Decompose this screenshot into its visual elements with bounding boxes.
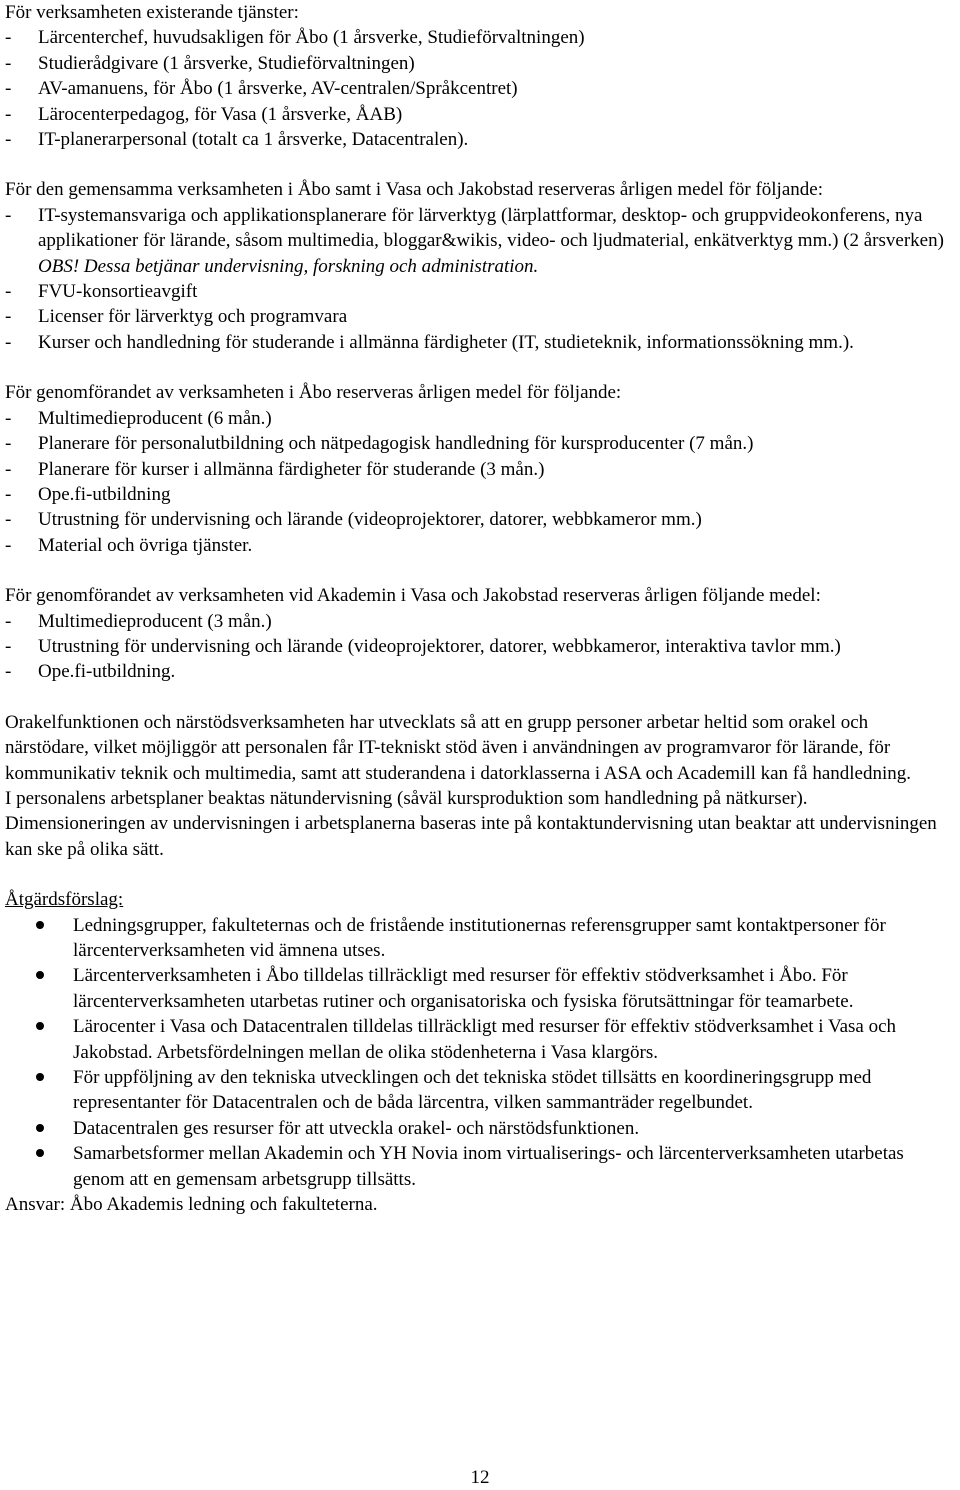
bullet-text: Datacentralen ges resurser för att utveckla orakel- och närstödsfunktionen. <box>73 1117 640 1139</box>
list-item-text: IT-systemansvariga och applikationsplanerare för lärverktyg (lärplattformar, desktop- och gruppvideokonferens, nya applikationer för lärande, såsom multimedia, bloggar&wikis, video- och ljudmaterial, enkätverktyg mm.) (2 årsverken) <box>38 204 944 252</box>
oracle-paragraph: I personalens arbetsplaner beaktas nätundervisning (såväl kursproduktion som handledning på nätkurser). <box>5 787 808 809</box>
list-item: - IT-planerarpersonal (totalt ca 1 årsverke, Datacentralen). <box>5 127 955 152</box>
list-item: - Studierådgivare (1 årsverke, Studieförvaltningen) <box>5 51 955 76</box>
list-item: - Ope.fi-utbildning <box>5 482 955 507</box>
bullet-icon <box>36 1149 44 1157</box>
common-heading: För den gemensamma verksamheten i Åbo samt i Vasa och Jakobstad reserveras årligen medel för följande: <box>5 179 823 201</box>
bullet-icon <box>36 921 44 929</box>
list-item: - Lärcenterchef, huvudsakligen för Åbo (1 årsverke, Studieförvaltningen) <box>5 25 955 50</box>
bullet-text: Samarbetsformer mellan Akademin och YH Novia inom virtualiserings- och lärcenterverksamheten utarbetas genom att en gemensam arbetsgrupp tillsätts. <box>73 1143 904 1190</box>
bullet-item <box>5 963 955 1014</box>
list-item: - Planerare för kurser i allmänna färdigheter för studerande (3 mån.) <box>5 457 955 482</box>
abo-heading: För genomförandet av verksamheten i Åbo reserveras årligen medel för följande: <box>5 382 622 404</box>
bullet-icon <box>36 971 44 979</box>
list-item: - Kurser och handledning för studerande i allmänna färdigheter (IT, studieteknik, informationssökning mm.). <box>5 330 955 355</box>
measures-heading: Åtgärdsförslag: <box>5 889 124 911</box>
bullet-icon <box>36 1022 44 1030</box>
bullet-icon <box>36 1124 44 1132</box>
bullet-text: Lärcenterverksamheten i Åbo tilldelas tillräckligt med resurser för effektiv stödverksamhet i Åbo. För lärcenterverksamheten utarbetas rutiner och organisatoriska och fysiska förutsättningar för teamarbete. <box>73 965 854 1012</box>
list-item <box>5 203 955 279</box>
bullet-icon <box>36 1073 44 1081</box>
bullet-item <box>5 1014 955 1065</box>
oracle-paragraph: Dimensioneringen av undervisningen i arbetsplanerna baseras inte på kontaktundervisning utan beaktar att undervisningen kan ske på olika sätt. <box>5 813 937 860</box>
bullet-text: Ledningsgrupper, fakulteternas och de fristående institutionernas referensgrupper samt kontaktpersoner för lärcenterverksamheten vid ämnena utses. <box>73 914 886 961</box>
document-page <box>5 0 955 1217</box>
list-item: - AV-amanuens, för Åbo (1 årsverke, AV-centralen/Språkcentret) <box>5 76 955 101</box>
responsibility-line: Ansvar: Åbo Akademis ledning och fakulteterna. <box>5 1194 378 1216</box>
bullet-item <box>5 1116 955 1141</box>
oracle-paragraph: Orakelfunktionen och närstödsverksamheten har utvecklats så att en grupp personer arbetar heltid som orakel och närstödare, vilket möjliggör att personalen får IT-tekniskt stöd även i användningen av programvaror för lärande, för kommunikativ teknik och multimedia, samt att studerandena i datorklasserna i ASA och Academill kan få handledning. <box>5 711 911 784</box>
bullet-item <box>5 1141 955 1192</box>
services-heading: För verksamheten existerande tjänster: <box>5 2 299 23</box>
list-item: - Licenser för lärverktyg och programvara <box>5 304 955 329</box>
list-item: - Planerare för personalutbildning och nätpedagogisk handledning för kursproducenter (7 mån.) <box>5 431 955 456</box>
list-item: - Lärocenterpedagog, för Vasa (1 årsverke, ÅAB) <box>5 102 955 127</box>
obs-note: OBS! Dessa betjänar undervisning, forskning och administration. <box>38 255 539 277</box>
list-item: - Multimedieproducent (6 mån.) <box>5 406 955 431</box>
list-item: - FVU-konsortieavgift <box>5 279 955 304</box>
list-item: - Utrustning för undervisning och lärande (videoprojektorer, datorer, webbkameror mm.) <box>5 507 955 532</box>
list-item: - Multimedieproducent (3 mån.) <box>5 609 955 634</box>
bullet-text: Lärocenter i Vasa och Datacentralen tilldelas tillräckligt med resurser för effektiv stödverksamhet i Vasa och Jakobstad. Arbetsfördelningen mellan de olika stödenheterna i Vasa klargörs. <box>73 1016 897 1063</box>
list-item: - Utrustning för undervisning och lärande (videoprojektorer, datorer, webbkameror, interaktiva tavlor mm.) <box>5 634 955 659</box>
bullet-item <box>5 913 955 964</box>
vasa-heading: För genomförandet av verksamheten vid Akademin i Vasa och Jakobstad reserveras årligen följande medel: <box>5 585 821 607</box>
page-number: 12 <box>470 1467 490 1488</box>
bullet-item <box>5 1065 955 1116</box>
list-item: - Material och övriga tjänster. <box>5 533 955 558</box>
list-item: - Ope.fi-utbildning. <box>5 659 955 684</box>
bullet-text: För uppföljning av den tekniska utvecklingen och det tekniska stödet tillsätts en koordineringsgrupp med representanter för Datacentralen och de båda lärcentra, vilken sammanträder regelbundet. <box>73 1067 872 1114</box>
